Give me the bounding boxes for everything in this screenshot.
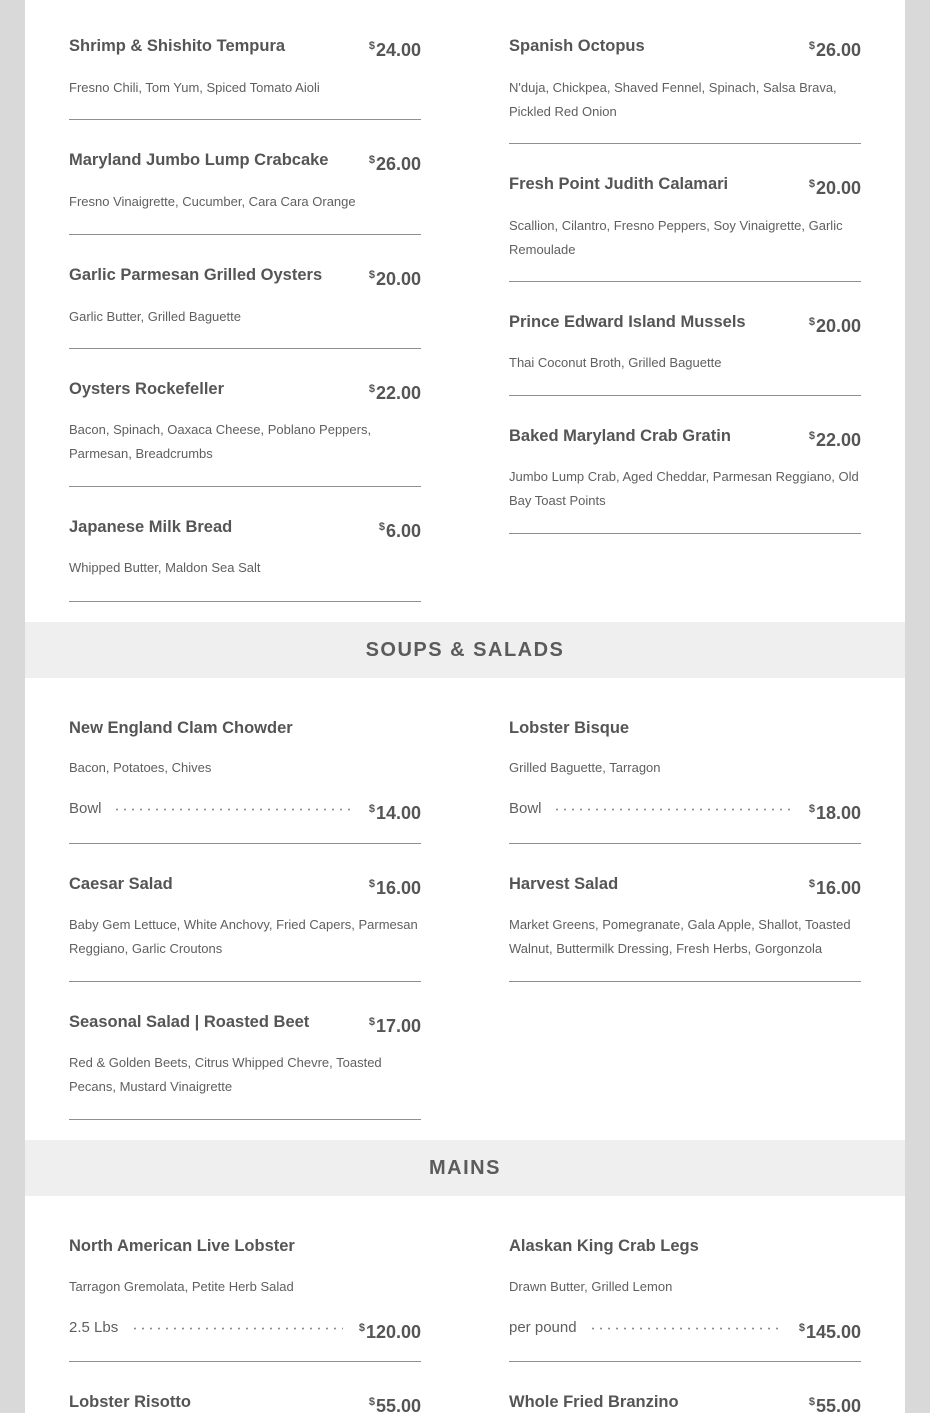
price-value: 145.00 xyxy=(805,1322,861,1342)
item-price xyxy=(369,148,421,176)
item-price xyxy=(369,1390,421,1413)
item-header xyxy=(69,377,421,401)
item-header xyxy=(69,263,421,287)
item-description: Scallion, Cilantro, Fresno Peppers, Soy Vinaigrette, Garlic Remoulade xyxy=(509,218,843,257)
currency-symbol: $ xyxy=(368,1016,375,1028)
item-name: Garlic Parmesan Grilled Oysters xyxy=(69,266,323,284)
divider xyxy=(69,348,421,349)
currency-symbol: $ xyxy=(368,1396,375,1408)
price-value: 120.00 xyxy=(365,1322,421,1342)
section-title: SOUPS & SALADS xyxy=(365,638,565,661)
item-name: Whole Fried Branzino xyxy=(509,1393,679,1411)
dot-leader xyxy=(131,1327,343,1330)
item-header xyxy=(69,872,421,896)
item-header xyxy=(509,424,861,448)
item-description: Fresno Vinaigrette, Cucumber, Cara Cara Orange xyxy=(69,194,356,209)
item-description: Tarragon Gremolata, Petite Herb Salad xyxy=(69,1279,294,1294)
price-value: 22.00 xyxy=(815,430,861,450)
dot-leader xyxy=(589,1327,783,1330)
section-header-soups-salads xyxy=(25,622,905,678)
item-description: Drawn Butter, Grilled Lemon xyxy=(509,1279,673,1294)
item-price xyxy=(369,872,421,900)
divider xyxy=(69,486,421,487)
item-description: Grilled Baguette, Tarragon xyxy=(509,760,661,775)
item-price xyxy=(379,515,421,543)
price-value: 20.00 xyxy=(375,269,421,289)
item-header xyxy=(509,310,861,334)
currency-symbol: $ xyxy=(808,316,815,328)
item-header xyxy=(509,34,861,58)
item-name: Caesar Salad xyxy=(69,875,173,893)
dot-leader xyxy=(553,808,793,811)
item-price xyxy=(809,797,861,825)
item-name: Fresh Point Judith Calamari xyxy=(509,175,729,193)
item-price xyxy=(369,34,421,62)
portion-row xyxy=(509,797,861,821)
item-header xyxy=(509,716,861,740)
currency-symbol: $ xyxy=(368,383,375,395)
price-value: 6.00 xyxy=(385,521,421,541)
item-description: Market Greens, Pomegranate, Gala Apple, Shallot, Toasted Walnut, Buttermilk Dressing, Fresh Herbs, Gorgonzola xyxy=(509,917,851,956)
divider xyxy=(69,234,421,235)
item-price xyxy=(369,377,421,405)
item-price xyxy=(809,872,861,900)
item-header xyxy=(509,172,861,196)
item-header xyxy=(69,1234,421,1258)
item-description: Bacon, Spinach, Oaxaca Cheese, Poblano Peppers, Parmesan, Breadcrumbs xyxy=(69,422,372,461)
price-value: 55.00 xyxy=(815,1396,861,1413)
price-value: 16.00 xyxy=(375,878,421,898)
currency-symbol: $ xyxy=(808,40,815,52)
divider xyxy=(509,533,861,534)
item-price xyxy=(809,424,861,452)
item-name: Seasonal Salad | Roasted Beet xyxy=(69,1013,310,1031)
currency-symbol: $ xyxy=(808,878,815,890)
item-description: N'duja, Chickpea, Shaved Fennel, Spinach, Salsa Brava, Pickled Red Onion xyxy=(509,80,837,119)
price-value: 55.00 xyxy=(375,1396,421,1413)
item-name: Oysters Rockefeller xyxy=(69,380,225,398)
currency-symbol: $ xyxy=(808,178,815,190)
portion-row xyxy=(69,1316,421,1340)
item-description: Fresno Chili, Tom Yum, Spiced Tomato Aioli xyxy=(69,80,320,95)
portion-label: per pound xyxy=(509,1319,577,1336)
item-price xyxy=(359,1316,421,1344)
item-name: Shrimp & Shishito Tempura xyxy=(69,37,286,55)
divider xyxy=(69,981,421,982)
item-header xyxy=(69,515,421,539)
divider xyxy=(509,981,861,982)
price-value: 22.00 xyxy=(375,383,421,403)
divider xyxy=(509,843,861,844)
price-value: 26.00 xyxy=(375,154,421,174)
item-name: Japanese Milk Bread xyxy=(69,518,233,536)
item-price xyxy=(809,34,861,62)
item-header xyxy=(69,34,421,58)
currency-symbol: $ xyxy=(798,1322,805,1334)
portion-row xyxy=(509,1316,861,1340)
section-title: MAINS xyxy=(429,1156,501,1179)
item-header xyxy=(69,716,421,740)
item-header xyxy=(69,148,421,172)
divider xyxy=(69,1119,421,1120)
item-name: Maryland Jumbo Lump Crabcake xyxy=(69,151,329,169)
item-description: Whipped Butter, Maldon Sea Salt xyxy=(69,560,261,575)
portion-row xyxy=(69,797,421,821)
item-header xyxy=(69,1010,421,1034)
divider xyxy=(69,601,421,602)
item-name: New England Clam Chowder xyxy=(69,719,293,737)
item-description: Garlic Butter, Grilled Baguette xyxy=(69,309,241,324)
item-description: Red & Golden Beets, Citrus Whipped Chevre, Toasted Pecans, Mustard Vinaigrette xyxy=(69,1055,382,1094)
divider xyxy=(509,143,861,144)
currency-symbol: $ xyxy=(368,154,375,166)
item-name: Spanish Octopus xyxy=(509,37,645,55)
item-price xyxy=(809,1390,861,1413)
divider xyxy=(69,843,421,844)
currency-symbol: $ xyxy=(808,1396,815,1408)
portion-label: Bowl xyxy=(509,800,542,817)
divider xyxy=(509,1361,861,1362)
item-header xyxy=(509,872,861,896)
item-name: Lobster Bisque xyxy=(509,719,630,737)
item-name: Harvest Salad xyxy=(509,875,619,893)
item-price xyxy=(799,1316,861,1344)
price-value: 14.00 xyxy=(375,803,421,823)
portion-label: Bowl xyxy=(69,800,102,817)
currency-symbol: $ xyxy=(358,1322,365,1334)
currency-symbol: $ xyxy=(368,40,375,52)
item-description: Jumbo Lump Crab, Aged Cheddar, Parmesan Reggiano, Old Bay Toast Points xyxy=(509,469,859,508)
item-name: North American Live Lobster xyxy=(69,1237,295,1255)
item-header xyxy=(69,1390,421,1413)
currency-symbol: $ xyxy=(368,803,375,815)
item-name: Lobster Risotto xyxy=(69,1393,191,1411)
divider xyxy=(69,1361,421,1362)
divider xyxy=(509,395,861,396)
item-name: Alaskan King Crab Legs xyxy=(509,1237,699,1255)
portion-label: 2.5 Lbs xyxy=(69,1319,119,1336)
item-price xyxy=(369,263,421,291)
section-header-mains xyxy=(25,1140,905,1196)
item-name: Prince Edward Island Mussels xyxy=(509,313,746,331)
item-header xyxy=(509,1390,861,1413)
price-value: 26.00 xyxy=(815,40,861,60)
item-description: Bacon, Potatoes, Chives xyxy=(69,760,212,775)
currency-symbol: $ xyxy=(808,803,815,815)
dot-leader xyxy=(113,808,353,811)
currency-symbol: $ xyxy=(368,269,375,281)
currency-symbol: $ xyxy=(378,521,385,533)
item-name: Baked Maryland Crab Gratin xyxy=(509,427,731,445)
price-value: 17.00 xyxy=(375,1016,421,1036)
price-value: 16.00 xyxy=(815,878,861,898)
menu-sheet xyxy=(25,0,905,1413)
item-header xyxy=(509,1234,861,1258)
item-price xyxy=(369,797,421,825)
price-value: 24.00 xyxy=(375,40,421,60)
item-description: Thai Coconut Broth, Grilled Baguette xyxy=(509,355,722,370)
item-price xyxy=(809,310,861,338)
price-value: 20.00 xyxy=(815,316,861,336)
currency-symbol: $ xyxy=(808,430,815,442)
item-price xyxy=(809,172,861,200)
divider xyxy=(69,119,421,120)
price-value: 20.00 xyxy=(815,178,861,198)
item-price xyxy=(369,1010,421,1038)
item-description: Baby Gem Lettuce, White Anchovy, Fried Capers, Parmesan Reggiano, Garlic Croutons xyxy=(69,917,418,956)
divider xyxy=(509,281,861,282)
currency-symbol: $ xyxy=(368,878,375,890)
price-value: 18.00 xyxy=(815,803,861,823)
